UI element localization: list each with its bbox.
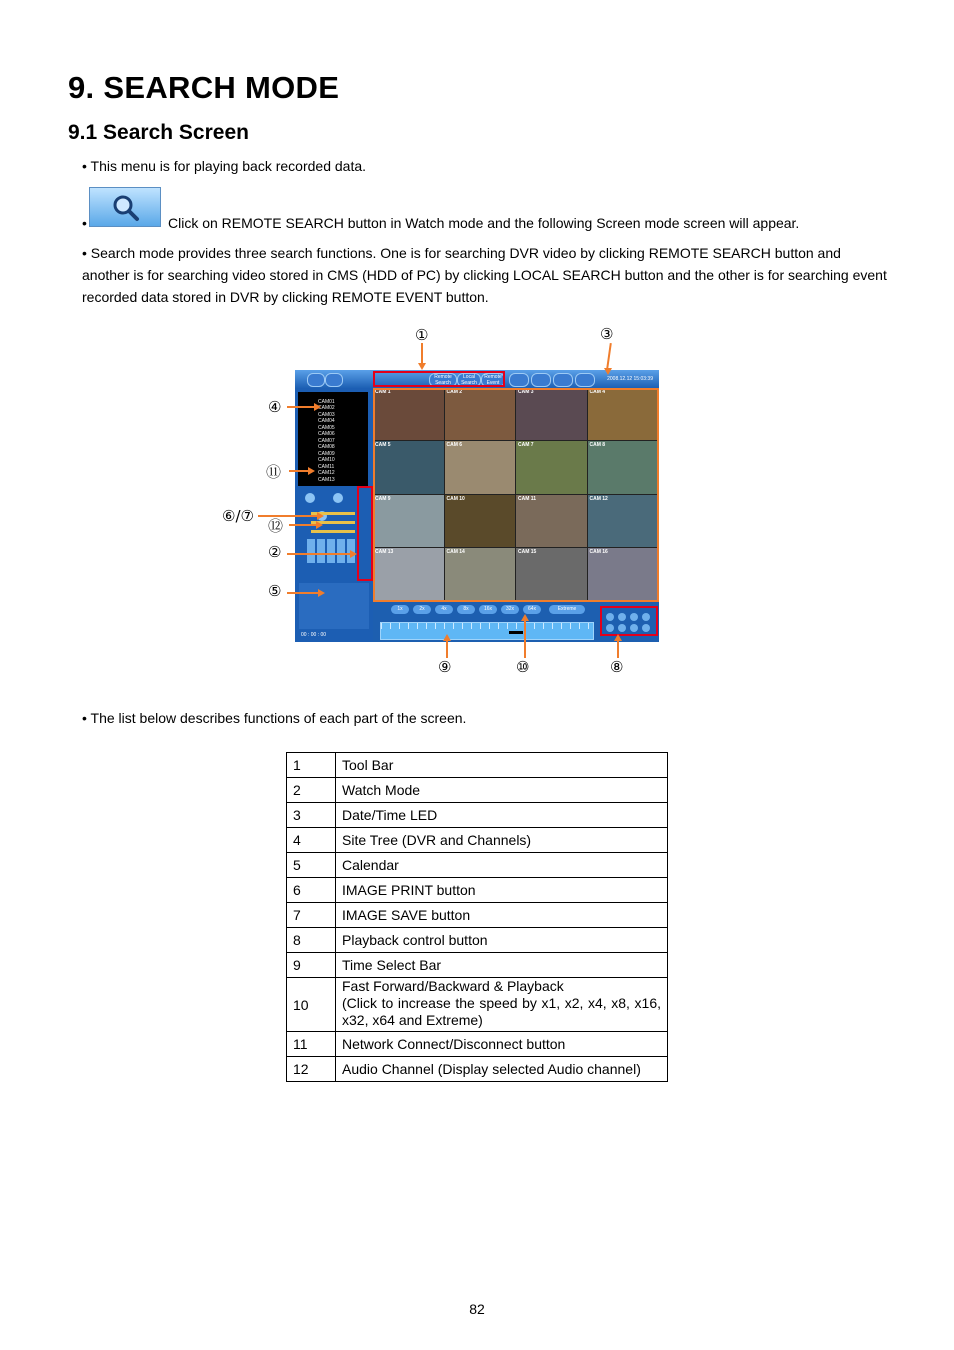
camera-tile: CAM 9 [373, 495, 444, 547]
callout-9: ⑨ [438, 658, 452, 676]
camera-tile: CAM 12 [588, 495, 659, 547]
toolbar-button [553, 373, 573, 387]
table-row [287, 903, 668, 928]
eye-icon [307, 373, 325, 387]
camera-tile: CAM 4 [588, 388, 659, 440]
local-search-button: Local Search [457, 373, 481, 387]
arrow-3 [606, 343, 612, 369]
row-description: Site Tree (DVR and Channels) [336, 828, 668, 853]
camera-tile: CAM 2 [445, 388, 516, 440]
table-row [287, 878, 668, 903]
row-number: 6 [287, 878, 336, 903]
page-number: 82 [469, 1301, 485, 1317]
row-number: 10 [287, 978, 336, 1032]
camera-tile: CAM 15 [516, 548, 587, 600]
tree-channel: CAM05 [318, 424, 335, 431]
table-row [287, 928, 668, 953]
speed-button: 32x [501, 605, 519, 614]
table-row [287, 1057, 668, 1082]
remote-search-button: Remote Search [429, 373, 457, 387]
remote-event-button: Remote Event [481, 373, 505, 387]
bullet-1: • This menu is for playing back recorded data. [82, 158, 367, 174]
arrow-10 [524, 620, 526, 658]
tree-channel: CAM12 [318, 470, 335, 476]
tree-channel: CAM13 [318, 476, 335, 483]
calendar [299, 583, 369, 629]
arrow-9 [446, 640, 448, 658]
row-description [336, 978, 668, 1032]
camera-tile: CAM 6 [445, 441, 516, 493]
row-number: 1 [287, 753, 336, 778]
callout-12: ⑫ [268, 517, 284, 535]
playback-highlight [600, 606, 658, 636]
row-description: Date/Time LED [336, 803, 668, 828]
arrow-8 [617, 640, 619, 658]
row-number: 2 [287, 778, 336, 803]
table-row [287, 978, 668, 1032]
speed-button: 1x [391, 605, 409, 614]
bullet-dot: • [82, 215, 87, 231]
row-number: 7 [287, 903, 336, 928]
callout-8: ⑧ [610, 658, 624, 676]
bullet-2: Click on REMOTE SEARCH button in Watch mode and the following Screen mode screen will appear. [168, 215, 800, 231]
tree-channel: CAM01 [318, 398, 335, 405]
row-description: IMAGE PRINT button [336, 878, 668, 903]
speed-button: 64x [523, 605, 541, 614]
camera-tile: CAM 7 [516, 441, 587, 493]
callout-10: ⑩ [516, 658, 530, 676]
callout-3: ③ [600, 325, 614, 343]
tree-channel: CAM02 [318, 405, 335, 411]
table-row [287, 953, 668, 978]
row-description-line: Fast Forward/Backward & Playback [342, 978, 564, 994]
camera-tile: CAM 3 [516, 388, 587, 440]
camera-tile: CAM 14 [445, 548, 516, 600]
row-description: Playback control button [336, 928, 668, 953]
speed-button: 4x [435, 605, 453, 614]
camera-tile: CAM 10 [445, 495, 516, 547]
callout-1: ① [415, 326, 429, 344]
row-number: 5 [287, 853, 336, 878]
speed-button: Extreme [549, 605, 585, 614]
datetime-led: 2008.12.12 15:03:39 [607, 376, 653, 382]
row-number: 12 [287, 1057, 336, 1082]
row-number: 11 [287, 1032, 336, 1057]
callout-5: ⑤ [268, 582, 282, 600]
tree-channel: CAM04 [318, 418, 335, 424]
arrow-12 [289, 524, 317, 526]
speed-button: 8x [457, 605, 475, 614]
arrow-1 [421, 343, 423, 365]
tree-channel: CAM06 [318, 431, 335, 437]
row-description: Time Select Bar [336, 953, 668, 978]
row-number: 4 [287, 828, 336, 853]
row-number: 9 [287, 953, 336, 978]
search-icon [325, 373, 343, 387]
arrow-4 [287, 406, 315, 408]
camera-tile: CAM 13 [373, 548, 444, 600]
row-description: Audio Channel (Display selected Audio channel) [336, 1057, 668, 1082]
arrow-5 [287, 592, 319, 594]
table-row [287, 803, 668, 828]
arrow-2 [287, 553, 351, 555]
tree-channel: CAM09 [318, 450, 335, 457]
camera-tile: CAM 16 [588, 548, 659, 600]
time-display: 00 : 00 : 00 [301, 632, 327, 638]
camera-tile: CAM 11 [516, 495, 587, 547]
arrow-6-7 [258, 515, 318, 517]
toolbar-highlight [373, 371, 505, 387]
network-buttons [305, 490, 363, 500]
table-row [287, 828, 668, 853]
remote-search-button-image [89, 187, 161, 227]
callout-2: ② [268, 543, 282, 561]
screen-mode-highlight [357, 486, 373, 581]
table-row [287, 853, 668, 878]
toolbar-button [575, 373, 595, 387]
camera-tile: CAM 8 [588, 441, 659, 493]
bullet-3: • Search mode provides three search functions. One is for searching DVR video by clicking REMOTE SEARCH button and another is for searching video stored in CMS (HDD of PC) by clicking LOCAL SEARCH button and the other is for searching event recorded data stored in DVR by clicking REMOTE EVENT button. [82, 245, 887, 305]
table-row [287, 1032, 668, 1057]
search-icon [90, 188, 162, 228]
table-row [287, 778, 668, 803]
tree-channel: CAM08 [318, 444, 335, 450]
row-description: Calendar [336, 853, 668, 878]
search-screen-figure [295, 370, 659, 642]
callout-11: ⑪ [266, 463, 282, 481]
speed-button: 16x [479, 605, 497, 614]
row-description: Network Connect/Disconnect button [336, 1032, 668, 1057]
camera-grid-highlight [373, 388, 659, 602]
page-heading: 9. SEARCH MODE [68, 70, 340, 105]
tree-channel: CAM11 [318, 463, 335, 470]
row-description-note: (Click to increase the speed by x1, x2, x4, x8, x16, x32, x64 and Extreme) [342, 995, 661, 1028]
row-description: Tool Bar [336, 753, 668, 778]
table-row [287, 753, 668, 778]
time-select-bar [380, 622, 594, 640]
tree-channel: CAM03 [318, 411, 335, 418]
function-table [286, 752, 668, 1082]
section-heading: 9.1 Search Screen [68, 121, 249, 144]
tree-channel: CAM10 [318, 457, 335, 463]
row-description: Watch Mode [336, 778, 668, 803]
callout-4: ④ [268, 398, 282, 416]
tree-channel: CAM07 [318, 437, 335, 444]
row-description: IMAGE SAVE button [336, 903, 668, 928]
camera-tile: CAM 5 [373, 441, 444, 493]
row-number: 8 [287, 928, 336, 953]
camera-tile: CAM 1 [373, 388, 444, 440]
toolbar-button [509, 373, 529, 387]
row-number: 3 [287, 803, 336, 828]
callout-6-7: ⑥/⑦ [222, 507, 254, 525]
bullet-4: • The list below describes functions of each part of the screen. [82, 710, 467, 726]
arrow-11 [289, 470, 309, 472]
speed-button: 2x [413, 605, 431, 614]
toolbar-button [531, 373, 551, 387]
